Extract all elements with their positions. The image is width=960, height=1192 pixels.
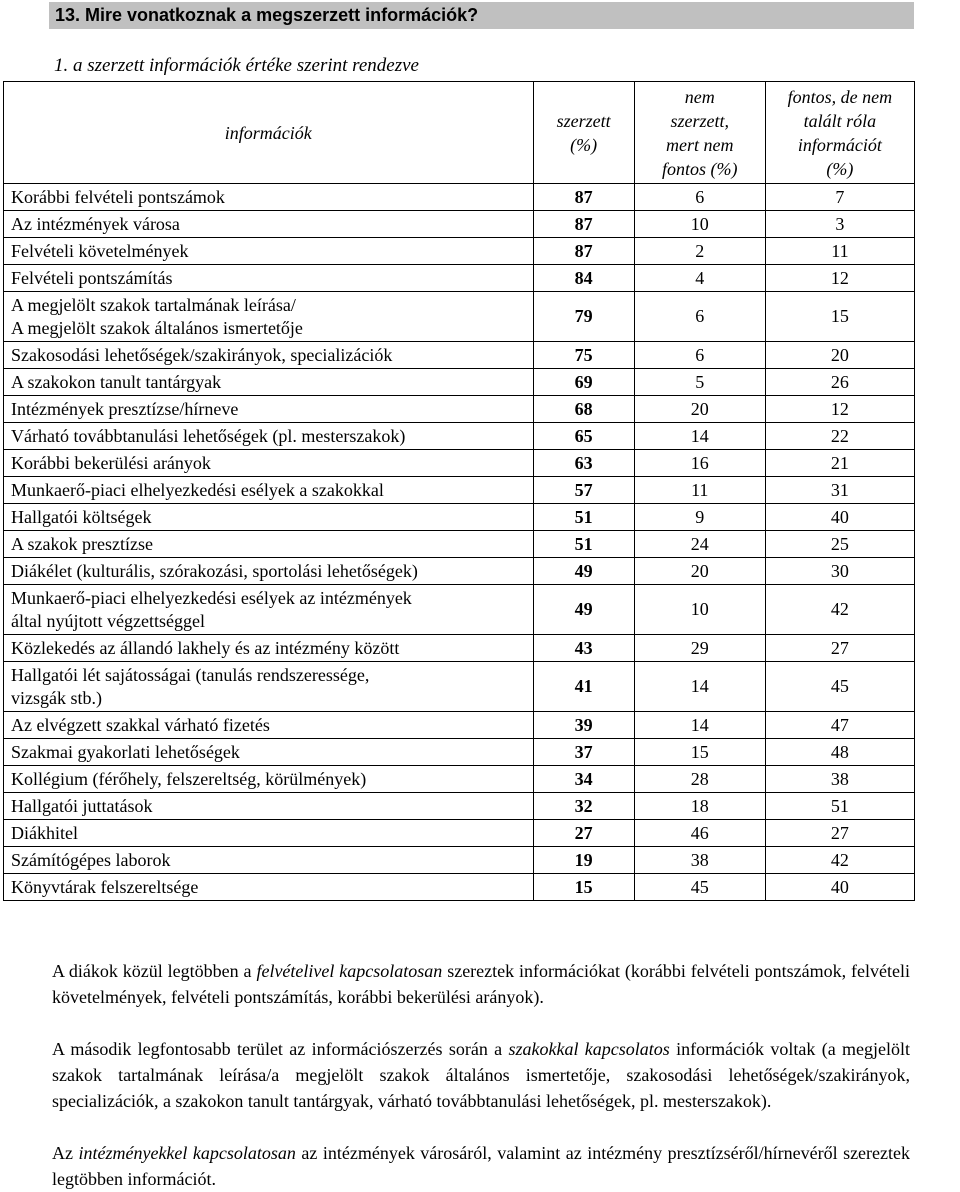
not-found-pct: 12 (765, 265, 914, 292)
not-needed-pct: 20 (634, 396, 765, 423)
not-needed-pct: 16 (634, 450, 765, 477)
obtained-pct: 27 (533, 820, 634, 847)
obtained-pct: 49 (533, 558, 634, 585)
row-label (4, 184, 534, 211)
row-label (4, 238, 534, 265)
row-label (4, 450, 534, 477)
row-label-line: Diákélet (kulturális, szórakozási, sportolási lehetőségek) (11, 560, 418, 581)
row-label-line: Felvételi követelmények (11, 240, 189, 261)
not-needed-pct: 38 (634, 847, 765, 874)
header-line: mert nem (666, 134, 734, 155)
table-row (4, 211, 915, 238)
row-label-line: Az elvégzett szakkal várható fizetés (11, 714, 270, 735)
row-label-line: Szakmai gyakorlati lehetőségek (11, 741, 240, 762)
row-label (4, 369, 534, 396)
table-row (4, 739, 915, 766)
not-needed-pct: 18 (634, 793, 765, 820)
row-label (4, 635, 534, 662)
not-needed-pct: 6 (634, 342, 765, 369)
table-row (4, 477, 915, 504)
not-needed-pct: 4 (634, 265, 765, 292)
row-label (4, 739, 534, 766)
header-line: szerzett, (670, 110, 729, 131)
table-row (4, 238, 915, 265)
row-label (4, 712, 534, 739)
obtained-pct: 63 (533, 450, 634, 477)
row-label (4, 662, 534, 712)
header-line: szerzett (556, 110, 611, 131)
row-label (4, 265, 534, 292)
header-line: (%) (826, 158, 854, 179)
row-label (4, 585, 534, 635)
obtained-pct: 43 (533, 635, 634, 662)
not-needed-pct: 14 (634, 662, 765, 712)
table-row (4, 531, 915, 558)
obtained-pct: 79 (533, 292, 634, 342)
paragraph-text: A diákok közül legtöbben a (52, 961, 257, 981)
obtained-pct: 37 (533, 739, 634, 766)
obtained-pct: 51 (533, 504, 634, 531)
row-label-line: A megjelölt szakok tartalmának leírása/ (11, 294, 296, 315)
not-needed-pct: 15 (634, 739, 765, 766)
table-row (4, 292, 915, 342)
table-row (4, 423, 915, 450)
row-label-line: Szakosodási lehetőségek/szakirányok, specializációk (11, 344, 393, 365)
paragraph-text: A második legfontosabb terület az információszerzés során a (52, 1039, 509, 1059)
row-label-line: vizsgák stb.) (11, 687, 102, 708)
row-label-line: Hallgatói lét sajátosságai (tanulás rendszeressége, (11, 664, 370, 685)
section-title: 13. Mire vonatkoznak a megszerzett információk? (49, 2, 914, 29)
row-label (4, 211, 534, 238)
not-found-pct: 42 (765, 585, 914, 635)
obtained-pct: 68 (533, 396, 634, 423)
obtained-pct: 57 (533, 477, 634, 504)
row-label (4, 874, 534, 901)
row-label (4, 504, 534, 531)
not-found-pct: 22 (765, 423, 914, 450)
row-label (4, 793, 534, 820)
not-found-pct: 48 (765, 739, 914, 766)
not-found-pct: 27 (765, 820, 914, 847)
not-needed-pct: 29 (634, 635, 765, 662)
row-label (4, 558, 534, 585)
not-found-pct: 21 (765, 450, 914, 477)
paragraph-text: szereztek információkat (korábbi felvételi pontszámok, felvételi követelmények, felvételi pontszámítás, korábbi bekerülési arányok). (52, 961, 910, 1007)
header-line: fontos, de nem (787, 86, 893, 107)
row-label-line: Kollégium (férőhely, felszereltség, körülmények) (11, 768, 367, 789)
header-line: (%) (570, 134, 598, 155)
obtained-pct: 87 (533, 238, 634, 265)
row-label (4, 766, 534, 793)
not-needed-pct: 2 (634, 238, 765, 265)
obtained-pct: 41 (533, 662, 634, 712)
obtained-pct: 15 (533, 874, 634, 901)
table-row (4, 635, 915, 662)
row-label-line: Felvételi pontszámítás (11, 267, 173, 288)
not-needed-pct: 14 (634, 712, 765, 739)
table-row (4, 874, 915, 901)
paragraph-3 (52, 1140, 910, 1192)
table-row (4, 184, 915, 211)
not-found-pct: 25 (765, 531, 914, 558)
row-label (4, 820, 534, 847)
row-label (4, 423, 534, 450)
not-needed-pct: 14 (634, 423, 765, 450)
obtained-pct: 84 (533, 265, 634, 292)
table-row (4, 820, 915, 847)
header-line: fontos (%) (662, 158, 738, 179)
obtained-pct: 49 (533, 585, 634, 635)
obtained-pct: 32 (533, 793, 634, 820)
not-needed-pct: 24 (634, 531, 765, 558)
row-label-line: Diákhitel (11, 822, 78, 843)
obtained-pct: 39 (533, 712, 634, 739)
table-row (4, 712, 915, 739)
row-label (4, 847, 534, 874)
table-body (4, 184, 915, 901)
not-found-pct: 42 (765, 847, 914, 874)
not-needed-pct: 6 (634, 184, 765, 211)
table-row (4, 265, 915, 292)
header-line: talált róla (803, 110, 877, 131)
row-label-line: által nyújtott végzettséggel (11, 610, 205, 631)
table-row (4, 396, 915, 423)
row-label (4, 396, 534, 423)
table-row (4, 847, 915, 874)
obtained-pct: 65 (533, 423, 634, 450)
row-label-line: Korábbi felvételi pontszámok (11, 186, 225, 207)
row-label-line: Az intézmények városa (11, 213, 180, 234)
obtained-pct: 19 (533, 847, 634, 874)
not-found-pct: 12 (765, 396, 914, 423)
obtained-pct: 34 (533, 766, 634, 793)
paragraph-text: Az (52, 1143, 79, 1163)
emphasis-text: felvételivel kapcsolatosan (256, 961, 443, 981)
table-header-row (4, 82, 915, 184)
not-needed-pct: 10 (634, 585, 765, 635)
info-table (3, 81, 915, 901)
paragraph-text: információk voltak (a megjelölt szakok tartalmának leírása/a megjelölt szakok általános ismertetője, szakosodási lehetőségek/szakirányok, specializációk, a szakokon tanult tantárgyak, várható továbbtanulási lehetőségek, pl. mesterszakok). (52, 1039, 911, 1111)
header-information: információk (4, 82, 534, 184)
row-label-line: Munkaerő-piaci elhelyezkedési esélyek az intézmények (11, 587, 412, 608)
header-obtained (533, 82, 634, 184)
header-line: információt (797, 134, 882, 155)
not-needed-pct: 45 (634, 874, 765, 901)
not-needed-pct: 20 (634, 558, 765, 585)
table-row (4, 793, 915, 820)
not-found-pct: 45 (765, 662, 914, 712)
table-row (4, 504, 915, 531)
row-label (4, 477, 534, 504)
row-label (4, 531, 534, 558)
table-row (4, 342, 915, 369)
row-label-line: Hallgatói juttatások (11, 795, 153, 816)
not-found-pct: 27 (765, 635, 914, 662)
not-found-pct: 30 (765, 558, 914, 585)
table-row (4, 558, 915, 585)
row-label-line: Intézmények presztízse/hírneve (11, 398, 239, 419)
table-row (4, 585, 915, 635)
table-row (4, 766, 915, 793)
table-row (4, 450, 915, 477)
not-found-pct: 15 (765, 292, 914, 342)
table-row (4, 662, 915, 712)
not-found-pct: 38 (765, 766, 914, 793)
row-label-line: Könyvtárak felszereltsége (11, 876, 199, 897)
not-found-pct: 20 (765, 342, 914, 369)
header-line: nem (684, 86, 715, 107)
not-found-pct: 51 (765, 793, 914, 820)
not-needed-pct: 10 (634, 211, 765, 238)
obtained-pct: 87 (533, 184, 634, 211)
row-label-line: A szakok presztízse (11, 533, 153, 554)
row-label (4, 342, 534, 369)
not-found-pct: 47 (765, 712, 914, 739)
row-label-line: Korábbi bekerülési arányok (11, 452, 211, 473)
table-row (4, 369, 915, 396)
emphasis-text: intézményekkel kapcsolatosan (78, 1143, 296, 1163)
paragraph-1 (52, 958, 910, 1010)
row-label-line: Közlekedés az állandó lakhely és az intézmény között (11, 637, 400, 658)
header-not-needed (634, 82, 765, 184)
table-subtitle: 1. a szerzett információk értéke szerint rendezve (54, 55, 419, 76)
not-found-pct: 7 (765, 184, 914, 211)
not-found-pct: 31 (765, 477, 914, 504)
not-found-pct: 3 (765, 211, 914, 238)
not-needed-pct: 5 (634, 369, 765, 396)
emphasis-text: szakokkal kapcsolatos (508, 1039, 670, 1059)
header-not-found (765, 82, 914, 184)
obtained-pct: 75 (533, 342, 634, 369)
not-found-pct: 11 (765, 238, 914, 265)
not-found-pct: 40 (765, 874, 914, 901)
row-label-line: Munkaerő-piaci elhelyezkedési esélyek a szakokkal (11, 479, 384, 500)
not-found-pct: 26 (765, 369, 914, 396)
row-label-line: Hallgatói költségek (11, 506, 152, 527)
not-needed-pct: 6 (634, 292, 765, 342)
row-label-line: A szakokon tanult tantárgyak (11, 371, 222, 392)
not-needed-pct: 9 (634, 504, 765, 531)
not-found-pct: 40 (765, 504, 914, 531)
row-label-line: Számítógépes laborok (11, 849, 171, 870)
paragraph-text: az intézmények városáról, valamint az intézmény presztízséről/hírnevéről szereztek legtöbben információt. (52, 1143, 911, 1189)
obtained-pct: 51 (533, 531, 634, 558)
not-needed-pct: 11 (634, 477, 765, 504)
row-label-line: A megjelölt szakok általános ismertetője (11, 317, 303, 338)
row-label-line: Várható továbbtanulási lehetőségek (pl. mesterszakok) (11, 425, 406, 446)
not-needed-pct: 28 (634, 766, 765, 793)
row-label (4, 292, 534, 342)
obtained-pct: 87 (533, 211, 634, 238)
paragraph-2 (52, 1036, 910, 1114)
not-needed-pct: 46 (634, 820, 765, 847)
obtained-pct: 69 (533, 369, 634, 396)
